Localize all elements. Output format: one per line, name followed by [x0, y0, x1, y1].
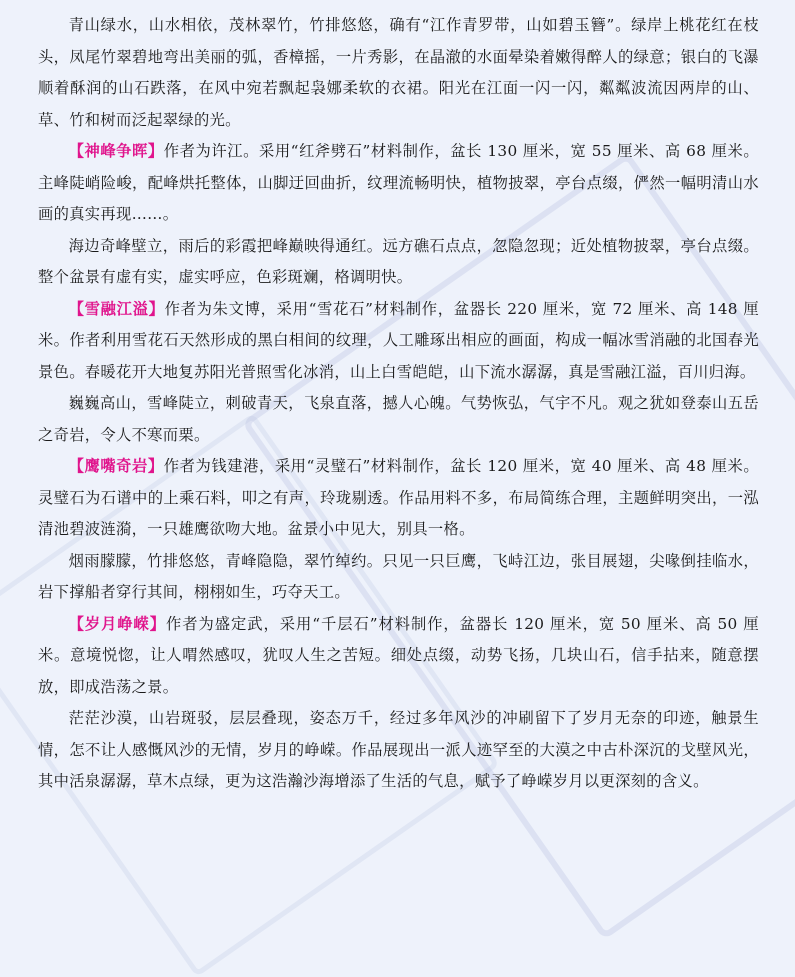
paragraph-yingzui-description: 烟雨朦朦，竹排悠悠，青峰隐隐，翠竹绰约。只见一只巨鹰，飞峙江边，张目展翅，尖喙倒挂临水，岩下撑船者穿行其间，栩栩如生，巧夺天工。	[38, 551, 759, 601]
work-title-yingzui: 【鹰嘴奇岩】	[68, 457, 164, 475]
paragraph-work-shenfeng: 【神峰争晖】作者为许江。采用“红斧劈石”材料制作，盆长 130 厘米，宽 55 厘米、高 68 厘米。主峰陡峭险峻，配峰烘托整体，山脚迂回曲折，纹理流畅明快，植物披翠，亭台点缀，俨然一幅明清山水画的真实再现……。	[38, 142, 759, 223]
paragraph-suiyue-description: 茫茫沙漠，山岩斑驳，层层叠现，姿态万千，经过多年风沙的冲刷留下了岁月无奈的印迹，触景生情，怎不让人感慨风沙的无情，岁月的峥嵘。作品展现出一派人迹罕至的大漠之中古朴深沉的戈壁风光，其中活泉潺潺，草木点绿，更为这浩瀚沙海增添了生活的气息，赋予了峥嵘岁月以更深刻的含义。	[38, 709, 759, 790]
paragraph-work-xuerong: 【雪融江溢】作者为朱文博，采用“雪花石”材料制作，盆器长 220 厘米，宽 72 厘米、高 148 厘米。作者利用雪花石天然形成的黑白相间的纹理，人工雕琢出相应的画面，构成一幅冰雪消融的北国春光景色。春暖花开大地复苏阳光普照雪化冰消，山上白雪皑皑，山下流水潺潺，真是雪融江溢，百川归海。	[38, 299, 759, 381]
paragraph-work-suiyue: 【岁月峥嵘】作者为盛定武，采用“千层石”材料制作，盆器长 120 厘米，宽 50 厘米、高 50 厘米。意境悦惚，让人喟然感叹，犹叹人生之苦短。细处点缀，动势飞扬，几块山石，信手拈来，随意摆放，即成浩荡之景。	[38, 614, 759, 696]
paragraph-landscape-intro: 青山绿水，山水相依，茂林翠竹，竹排悠悠，确有“江作青罗带，山如碧玉簪”。绿岸上桃花红在枝头，凤尾竹翠碧地弯出美丽的弧，香樟摇，一片秀影，在晶澈的水面晕染着嫩得醉人的绿意；银白的飞瀑顺着酥润的山石跌落，在风中宛若飘起袅娜柔软的衣裙。阳光在江面一闪一闪，粼粼波流因两岸的山、草、竹和树而泛起翠绿的光。	[38, 16, 759, 129]
work-title-xuerong: 【雪融江溢】	[68, 299, 165, 318]
work-title-shenfeng: 【神峰争晖】	[68, 142, 164, 160]
paragraph-xuerong-description: 巍巍高山，雪峰陡立，刺破青天，飞泉直落，撼人心魄。气势恢弘，气宇不凡。观之犹如登泰山五岳之奇岩，令人不寒而栗。	[38, 394, 759, 444]
work-title-suiyue: 【岁月峥嵘】	[68, 614, 167, 633]
paragraph-work-yingzui: 【鹰嘴奇岩】作者为钱建港，采用“灵璧石”材料制作，盆长 120 厘米，宽 40 厘米、高 48 厘米。灵璧石为石谱中的上乘石料，叩之有声，玲珑剔透。作品用料不多，布局简练合理，主题鲜明突出，一泓清池碧波涟漪，一只雄鹰欲吻大地。盆景小中见大，别具一格。	[38, 457, 759, 538]
paragraph-shenfeng-description: 海边奇峰壁立，雨后的彩霞把峰巅映得通红。远方礁石点点，忽隐忽现；近处植物披翠，亭台点缀。整个盆景有虚有实，虚实呼应，色彩斑斓，格调明快。	[38, 236, 759, 286]
